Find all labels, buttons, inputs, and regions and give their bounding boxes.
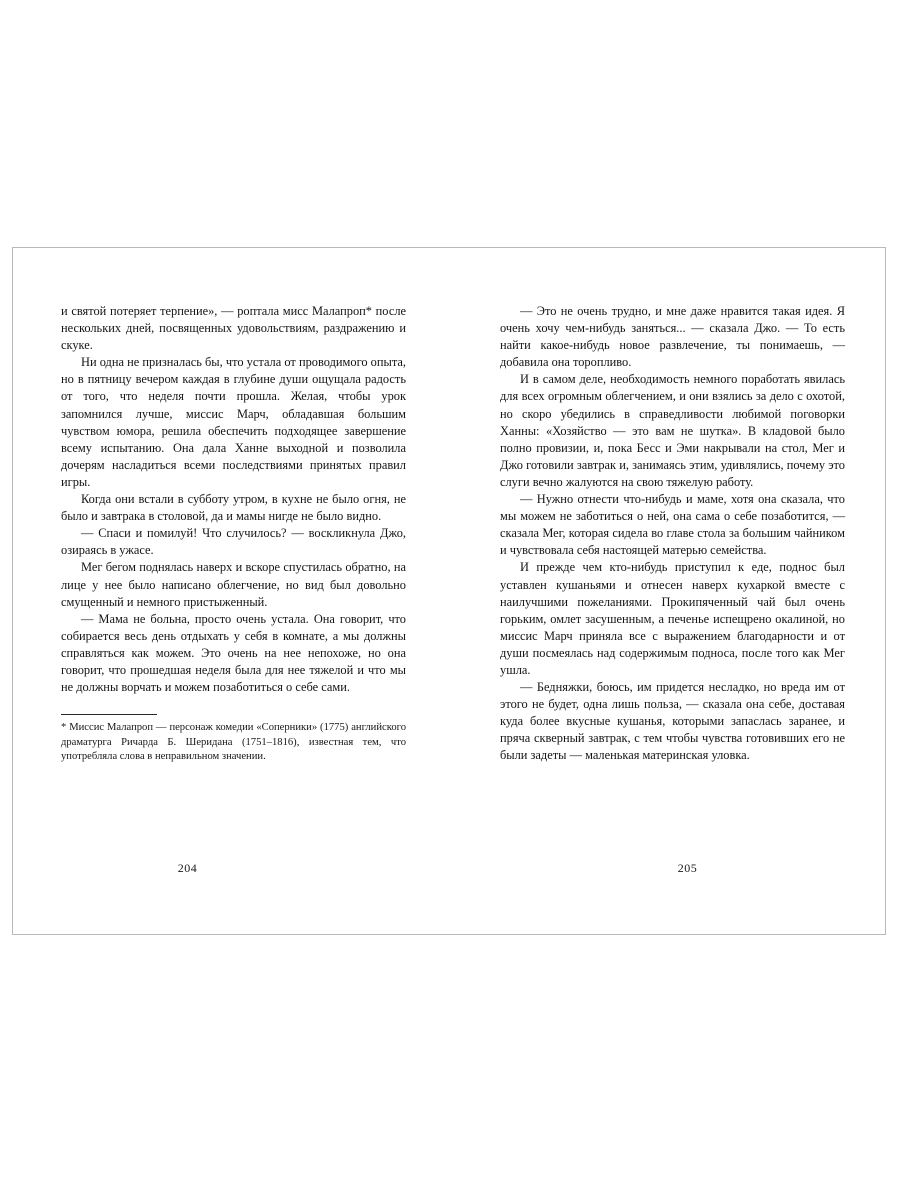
right-page bbox=[442, 248, 885, 934]
paragraph: И в самом деле, необходимость немного поработать явилась для всех огромным облегчением, и они взялись за дело с охотой, но скоро убедились в справедливости любимой поговорки Ханны: «Хозяйство — это вам не шутка». В кладовой было полно провизии, и, пока Бесс и Эми накрывали на стол, Мег и Джо готовили завтрак и, занимаясь этим, удивлялись, почему это слуги вечно жалуются на свою тяжелую работу. bbox=[500, 372, 845, 489]
paragraph: — Нужно отнести что-нибудь и маме, хотя она сказала, что мы можем не заботиться о ней, она сама о себе позаботится, — сказала Мег, которая сидела во главе стола за большим чайником и чувствовала себя настоящей матерью семейства. bbox=[500, 492, 845, 558]
paragraph: — Мама не больна, просто очень устала. Она говорит, что собирается весь день отдыхать у себя в комнате, а мы должны справляться как можем. Это очень на нее непохоже, но она говорит, что прошедшая неделя была для нее тяжелой и что мы не должны ворчать и можем позаботиться о себе сами. bbox=[61, 611, 406, 695]
paragraph: — Спаси и помилуй! Что случилось? — воскликнула Джо, озираясь в ужасе. bbox=[61, 526, 406, 558]
paragraph: Когда они встали в субботу утром, в кухне не было огня, не было и завтрака в столовой, да и мамы нигде не было видно. bbox=[61, 492, 406, 524]
paragraph: — Это не очень трудно, и мне даже нравится такая идея. Я очень хочу чем-нибудь заняться... — сказала Джо. — То есть найти какое-нибудь новое развлечение, ты понимаешь, — добавила она торопливо. bbox=[500, 304, 845, 370]
paragraph: — Бедняжки, боюсь, им придется несладко, но вреда им от этого не будет, одна лишь польза, — сказала она себе, доставая куда более вкусные кушанья, которыми запаслась заранее, и пряча скверный завтрак, с тем чтобы чувства готовивших его не были задеты — маленькая материнская уловка. bbox=[500, 680, 845, 763]
footnote-block bbox=[61, 714, 406, 765]
book-spread bbox=[13, 248, 885, 934]
paragraph: И прежде чем кто-нибудь приступил к еде, поднос был уставлен кушаньями и отнесен наверх кухаркой вместе с наилучшими пожеланиями. Прокипяченный чай был очень горьким, омлет засушенным, а печенье испещрено окалиной, но миссис Марч приняла все с выражением благодарности и от души посмеялась над содержимым подноса, после того как Мег ушла. bbox=[500, 560, 845, 677]
right-page-text-column bbox=[500, 303, 845, 765]
paragraph: Ни одна не призналась бы, что устала от проводимого опыта, но в пятницу вечером каждая в глубине души ощущала радость от того, что неделя почти прошла. Желая, чтобы урок запомнился лучше, миссис Марч, обладавшая большим чувством юмора, решила обеспечить подходящее завершение всему испытанию. Она дала Ханне выходной и позволила дочерям насладиться всеми последствиями принятых правил игры. bbox=[61, 355, 406, 489]
paragraph: Мег бегом поднялась наверх и вскоре спустилась обратно, на лице у нее было написано облегчение, но вид был довольно смущенный и немного пристыженный. bbox=[61, 560, 406, 609]
footnote-text: * Миссис Малапроп — персонаж комедии «Соперники» (1775) английского драматурга Ричарда Б. Шеридана (1751–1816), известная тем, что употребляла слова в неправильном значении. bbox=[61, 722, 406, 763]
left-page bbox=[13, 248, 442, 934]
left-page-text-column bbox=[61, 303, 406, 765]
page-number-right: 205 bbox=[677, 861, 698, 875]
book-spread-sheet bbox=[12, 247, 886, 935]
page-number-left: 204 bbox=[177, 861, 198, 875]
paragraph: и святой потеряет терпение», — роптала мисс Малапроп* после нескольких дней, посвященных удовольствиям, раздражению и скуке. bbox=[61, 304, 406, 353]
footnote-divider bbox=[61, 714, 157, 715]
